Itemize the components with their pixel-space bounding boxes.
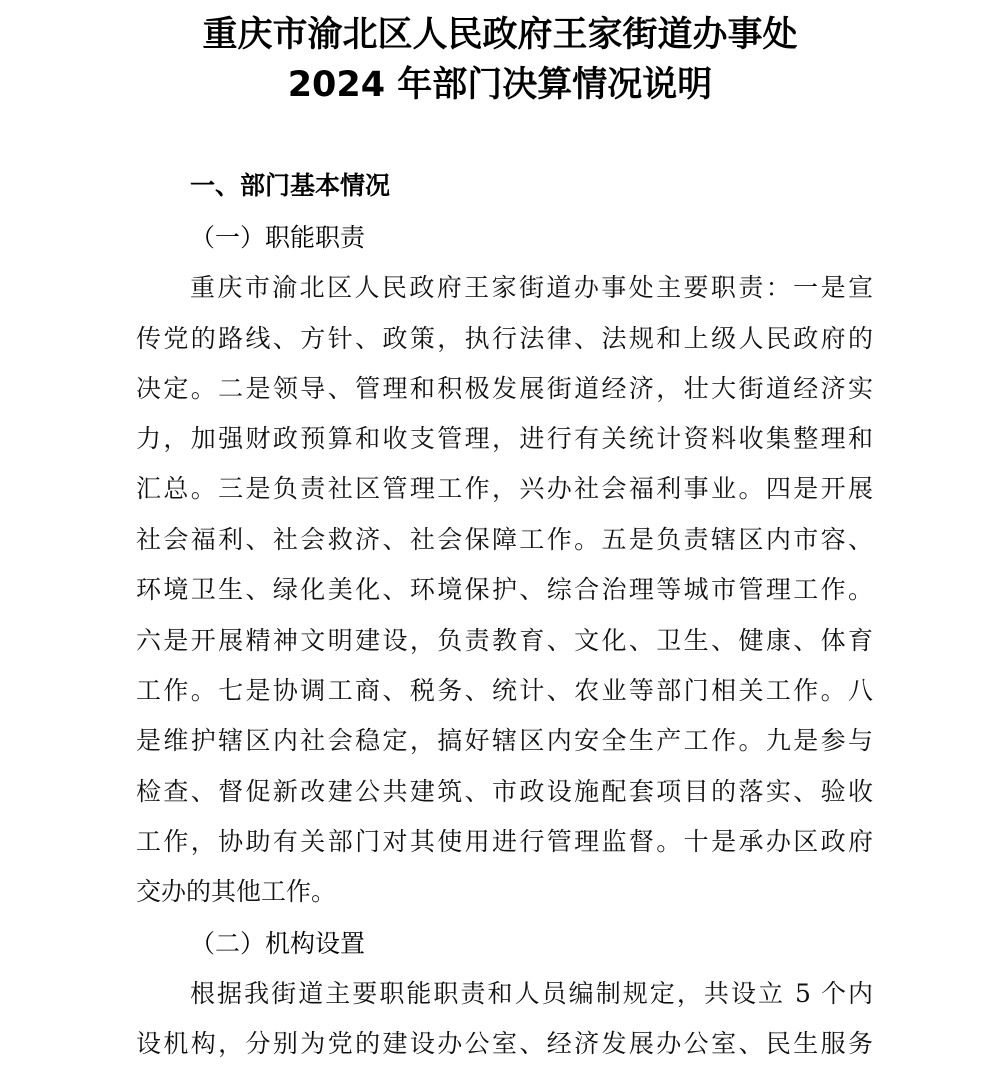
paragraph-line: 力，加强财政预算和收支管理，进行有关统计资料收集整理和 [136,424,873,453]
paragraph-line: 决定。二是领导、管理和积极发展街道经济，壮大街道经济实 [136,374,873,403]
paragraph-line: 汇总。三是负责社区管理工作，兴办社会福利事业。四是开展 [136,474,873,503]
paragraph-line: 设机构，分别为党的建设办公室、经济发展办公室、民生服务 [136,1029,873,1058]
paragraph-line: 社会福利、社会救济、社会保障工作。五是负责辖区内市容、 [136,525,873,554]
document-title-line-1: 重庆市渝北区人民政府王家街道办事处 [202,15,798,55]
paragraph-line: 环境卫生、绿化美化、环境保护、综合治理等城市管理工作。 [136,575,873,604]
paragraph-line: 交办的其他工作。 [136,877,337,906]
paragraph-line: 六是开展精神文明建设，负责教育、文化、卫生、健康、体育 [136,626,873,655]
document-title-line-2: 2024 年部门决算情况说明 [287,65,713,105]
section-heading-basic-info: 一、部门基本情况 [190,171,391,200]
subsection-heading-organization: （二）机构设置 [190,929,366,958]
paragraph-line: 检查、督促新改建公共建筑、市政设施配套项目的落实、验收 [136,777,873,806]
paragraph-line: 传党的路线、方针、政策，执行法律、法规和上级人民政府的 [136,324,873,353]
paragraph-line: 重庆市渝北区人民政府王家街道办事处主要职责：一是宣 [190,273,873,302]
paragraph-line: 工作，协助有关部门对其使用进行管理监督。十是承办区政府 [136,827,873,856]
paragraph-line: 是维护辖区内社会稳定，搞好辖区内安全生产工作。九是参与 [136,726,873,755]
paragraph-line: 根据我街道主要职能职责和人员编制规定，共设立 5 个内 [190,979,873,1008]
subsection-heading-functions: （一）职能职责 [190,223,366,252]
paragraph-line: 工作。七是协调工商、税务、统计、农业等部门相关工作。八 [136,676,873,705]
